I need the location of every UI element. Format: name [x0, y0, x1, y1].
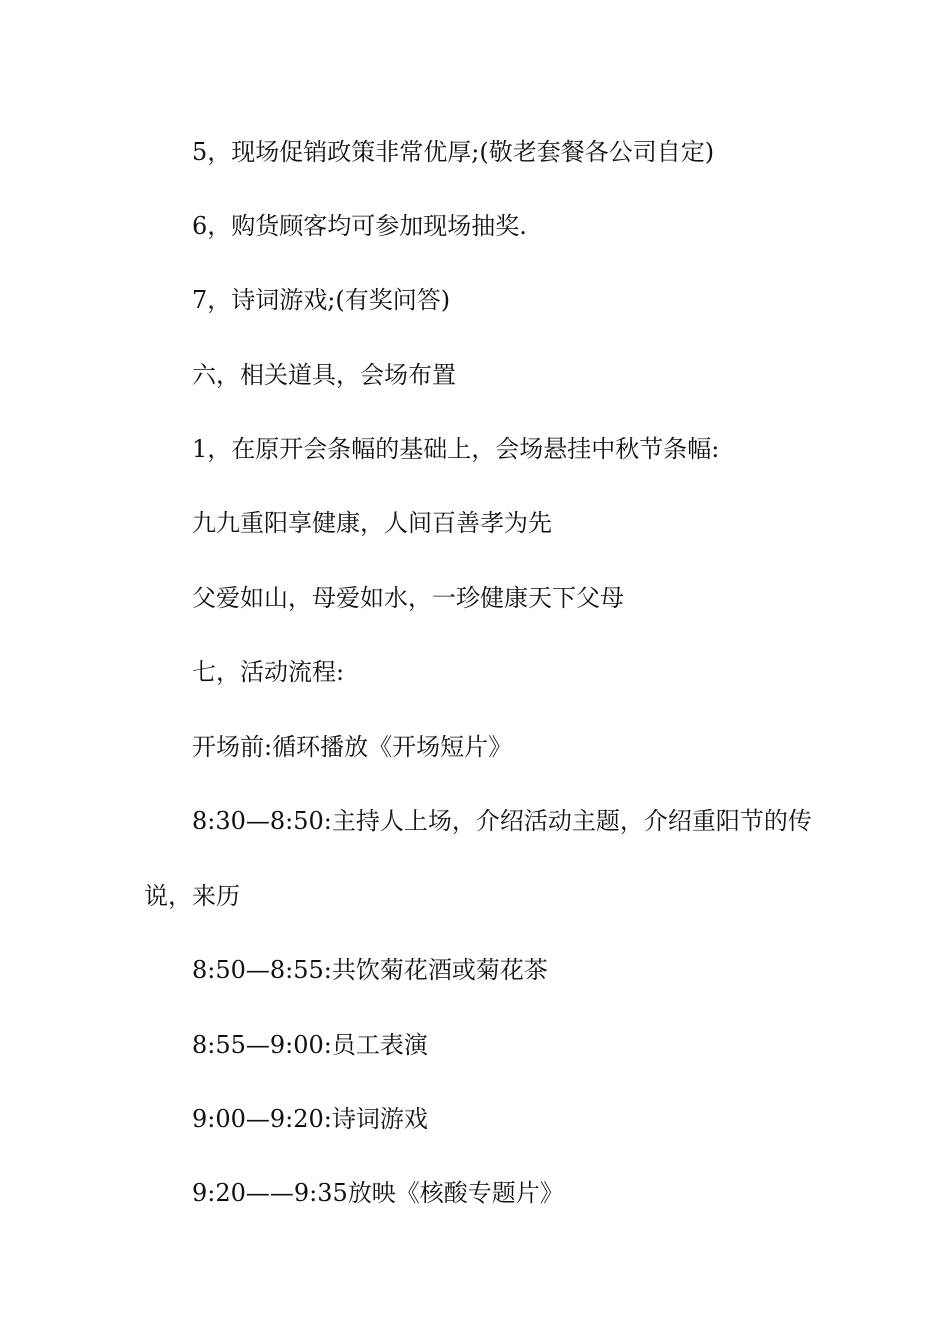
- schedule-preshow: 开场前:循环播放《开场短片》: [192, 733, 513, 761]
- schedule-item-0900: 9:00—9:20:诗词游戏: [192, 1105, 428, 1133]
- paragraph-banner-intro: 1，在原开会条幅的基础上，会场悬挂中秋节条幅:: [192, 435, 720, 463]
- paragraph-item-6: 6，购货顾客均可参加现场抽奖.: [192, 212, 527, 240]
- section-heading-7: 七，活动流程:: [192, 658, 345, 686]
- section-heading-6: 六，相关道具，会场布置: [192, 361, 456, 389]
- banner-slogan-2: 父爱如山，母爱如水，一珍健康天下父母: [192, 584, 624, 612]
- paragraph-item-5: 5，现场促销政策非常优厚;(敬老套餐各公司自定): [192, 138, 715, 166]
- paragraph-item-7: 7，诗词游戏;(有奖问答): [192, 286, 451, 314]
- schedule-item-0830: 8:30—8:50:主持人上场，介绍活动主题，介绍重阳节的传: [192, 807, 812, 835]
- schedule-item-0830-continued: 说，来历: [144, 882, 240, 910]
- banner-slogan-1: 九九重阳享健康，人间百善孝为先: [192, 509, 552, 537]
- schedule-item-0855: 8:55—9:00:员工表演: [192, 1031, 428, 1059]
- schedule-item-0920: 9:20——9:35放映《核酸专题片》: [192, 1179, 564, 1207]
- schedule-item-0850: 8:50—8:55:共饮菊花酒或菊花茶: [192, 956, 548, 984]
